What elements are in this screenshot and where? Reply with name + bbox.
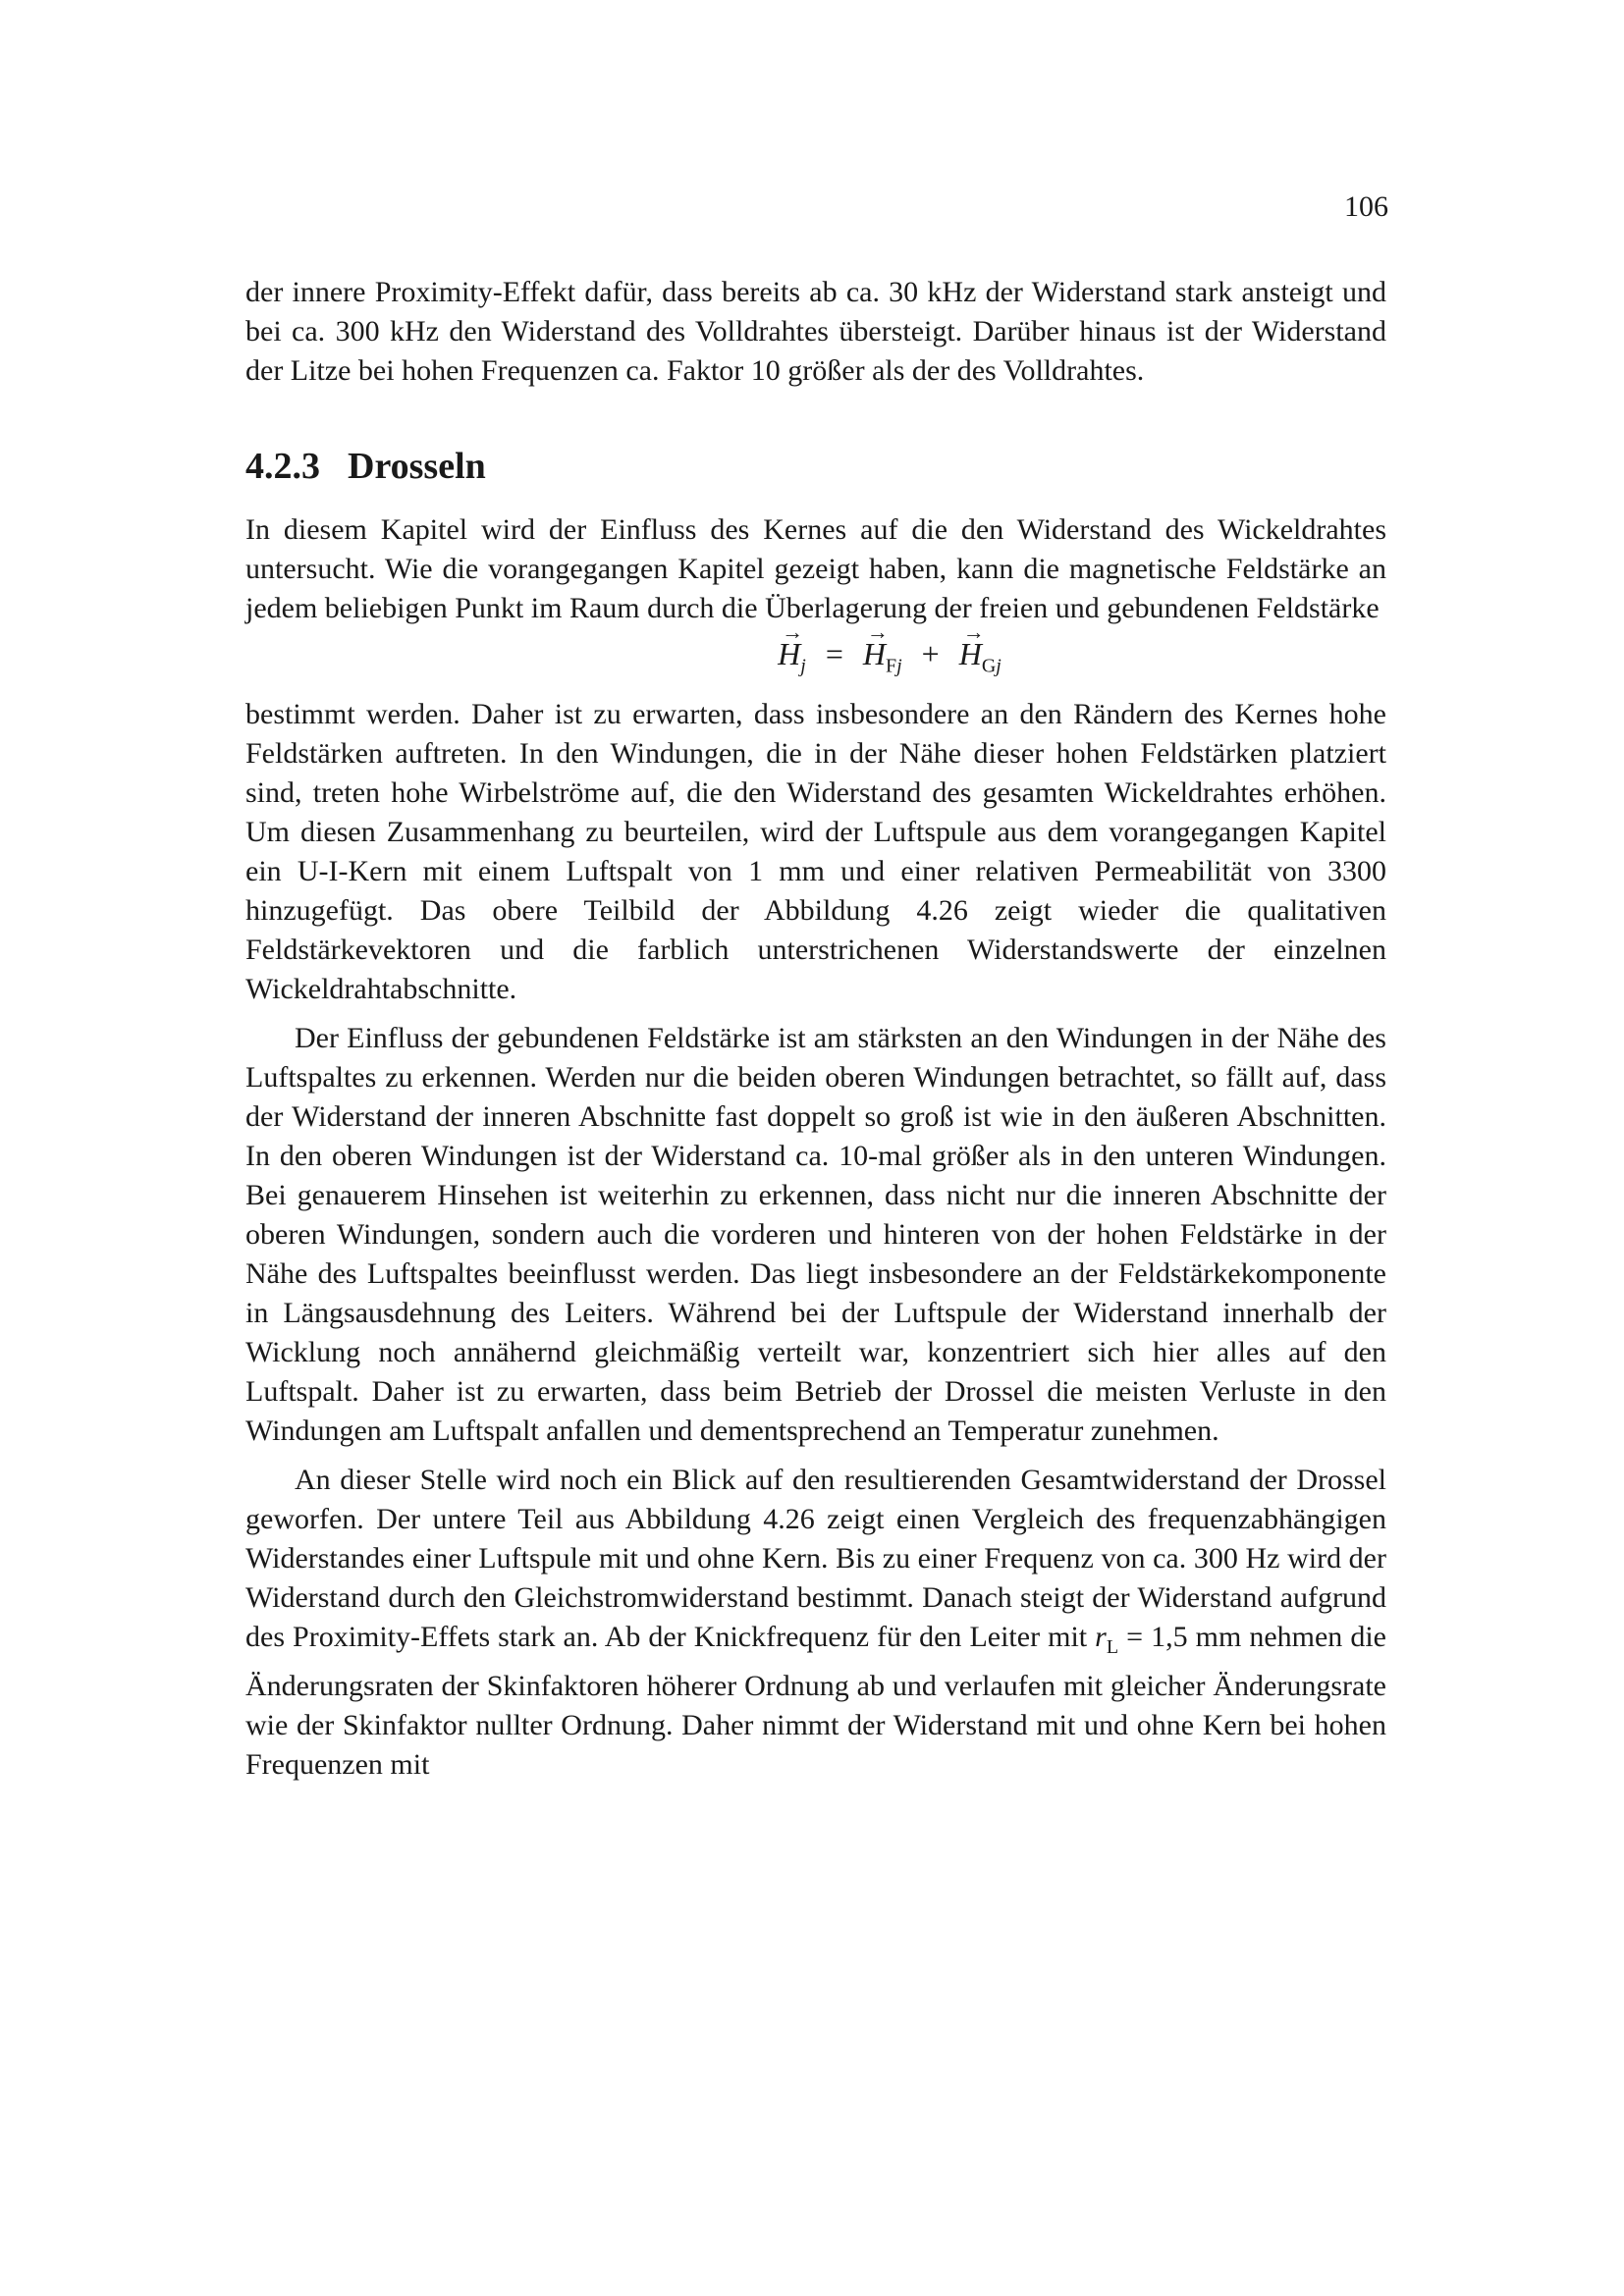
- section-number: 4.2.3: [245, 446, 320, 487]
- section-heading: [245, 444, 1386, 489]
- vector-h-j: → H: [778, 619, 804, 671]
- paragraph-core-influence: bestimmt werden. Daher ist zu erwarten, dass insbesondere an den Rändern des Kernes hohe Feldstärken auftreten. In den Windungen, die in der Nähe dieser hohen Feldstärken platziert sind, treten hohe Wirbelströme auf, die den Widerstand des gesamten Wickeldrahtes erhöhen. Um diesen Zusammenhang zu beurteilen, wird der Luftspule aus dem vorangegangen Kapitel ein U-I-Kern mit einem Luftspalt von 1 mm und einer relativen Permeabilität von 3300 hinzugefügt. Das obere Teilbild der Abbildung 4.26 zeigt wieder die qualitativen Feldstärkevektoren und die farblich unterstrichenen Widerstandswerte der einzelnen Wickeldrahtabschnitte.: [245, 698, 1386, 1006]
- paragraph-bound-field: Der Einfluss der gebundenen Feldstärke ist am stärksten an den Windungen in der Nähe des Luftspaltes zu erkennen. Werden nur die beiden oberen Windungen betrachtet, so fällt auf, dass der Widerstand der inneren Abschnitte fast doppelt so groß ist wie in den äußeren Abschnitten. In den oberen Windungen ist der Widerstand ca. 10-mal größer als in den unteren Windungen. Bei genauerem Hinsehen ist weiterhin zu erkennen, dass nicht nur die inneren Abschnitte der oberen Windungen, sondern auch die vorderen und hinteren von der hohen Feldstärke in der Nähe des Luftspaltes beeinflusst werden. Das liegt insbesondere an der Feldstärkekomponente in Längsausdehnung des Leiters. Während bei der Luftspule der Widerstand innerhalb der Wicklung noch annähernd gleichmäßig verteilt war, konzentriert sich hier alles auf den Luftspalt. Daher ist zu erwarten, dass beim Betrieb der Drossel die meisten Verluste in den Windungen am Luftspalt anfallen und dementsprechend an Temperatur zunehmen.: [245, 1022, 1386, 1448]
- variable-r: r: [1095, 1621, 1107, 1654]
- paragraph-continuation: der innere Proximity-Effekt dafür, dass bereits ab ca. 30 kHz der Widerstand stark ansteigt und bei ca. 300 kHz den Widerstand des Volldrahtes übersteigt. Darüber hinaus ist der Widerstand der Litze bei hohen Frequenzen ca. Faktor 10 größer als der des Volldrahtes.: [245, 276, 1386, 387]
- page-number: 106: [1344, 190, 1388, 223]
- equation-field-superposition: → $H_j$ = → $H_{Fj}$ + → $H_{Gj}$: [778, 619, 1001, 677]
- page-body: [245, 273, 1386, 1785]
- vector-h-bound: → H: [958, 619, 985, 671]
- section-title: Drosseln: [348, 446, 486, 487]
- paragraph-total-resistance: An dieser Stelle wird noch ein Blick auf den resultierenden Gesamtwiderstand der Drossel geworfen. Der untere Teil aus Abbildung 4.26 zeigt einen Vergleich des frequenzabhängigen Widerstandes einer Luftspule mit und ohne Kern. Bis zu einer Frequenz von ca. 300 Hz wird der Widerstand durch den Gleichstromwiderstand bestimmt. Danach steigt der Widerstand aufgrund des Proximity-Effets stark an. Ab der Knickfrequenz für den Leiter mit $r_L = 1,5$ mm nehmen die Änderungsraten der Skinfaktoren höherer Ordnung ab und verlaufen mit gleicher Änderungsrate wie der Skinfaktor nullter Ordnung. Daher nimmt der Widerstand mit und ohne Kern bei hohen Frequenzen mit: [245, 1464, 1386, 1782]
- paragraph-intro: In diesem Kapitel wird der Einfluss des Kernes auf die den Widerstand des Wickeldrahtes untersucht. Wie die vorangegangen Kapitel gezeigt haben, kann die magnetische Feldstärke an jedem beliebigen Punkt im Raum durch die Überlagerung der freien und gebundenen Feldstärke: [245, 513, 1386, 624]
- vector-h-free: → H: [862, 619, 889, 671]
